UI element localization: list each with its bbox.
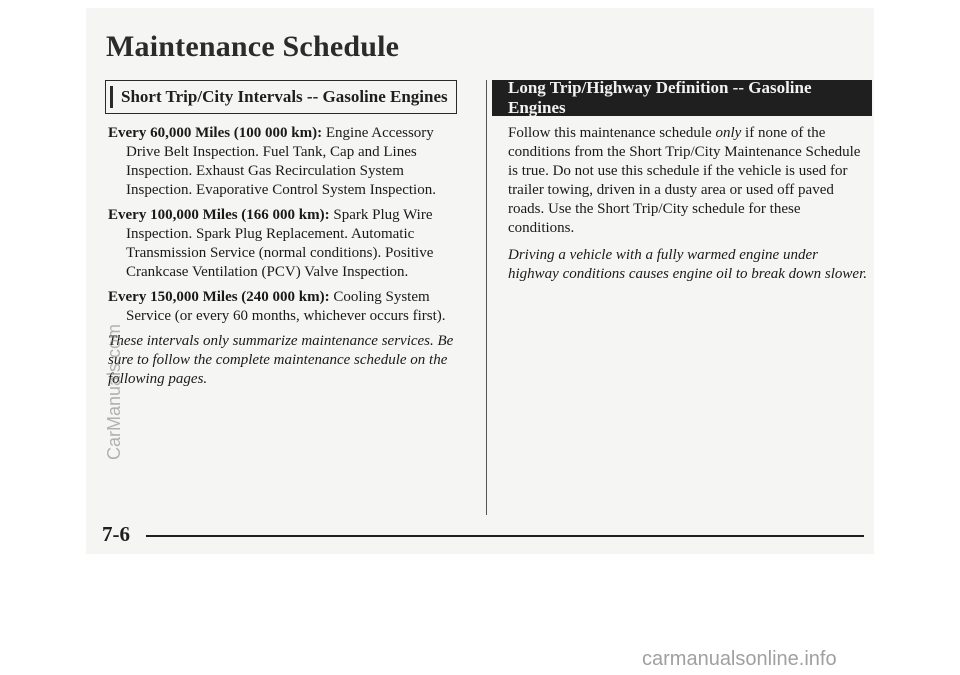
- footer-rule: [146, 535, 864, 537]
- highway-note: Driving a vehicle with a fully warmed engine under highway conditions causes engine oil to break down slower.: [508, 247, 867, 282]
- paragraph-start: Follow this maintenance schedule: [508, 125, 716, 141]
- interval-entry-100000: [108, 206, 468, 282]
- page-title: Maintenance Schedule: [106, 30, 400, 63]
- interval-text: Spark Plug Wire Inspection. Spark Plug Replacement. Automatic Transmission Service (normal conditions). Positive Crankcase Ventilation (PCV) Valve Inspection.: [126, 207, 434, 280]
- short-trip-column: [108, 124, 468, 389]
- summary-note: These intervals only summarize maintenance services. Be sure to follow the complete maintenance schedule on the following pages.: [108, 333, 454, 387]
- interval-text: Engine Accessory Drive Belt Inspection. Fuel Tank, Cap and Lines Inspection. Exhaust Gas Recirculation System Inspection. Evaporative Control System Inspection.: [126, 125, 436, 198]
- short-trip-header-text: Short Trip/City Intervals -- Gasoline Engines: [121, 87, 448, 106]
- long-trip-paragraph: [508, 124, 868, 238]
- interval-entry-150000: [108, 288, 468, 326]
- column-divider: [486, 80, 487, 515]
- paragraph-emphasis: only: [715, 125, 742, 141]
- short-trip-section-header: [105, 80, 457, 114]
- long-trip-column: [508, 124, 868, 292]
- interval-entry-60000: [108, 124, 468, 200]
- bottom-watermark: carmanualsonline.info: [642, 648, 837, 670]
- interval-label: Every 100,000 Miles (166 000 km):: [108, 207, 330, 223]
- side-watermark: CarManuals.com: [104, 323, 124, 460]
- page-number: 7-6: [102, 522, 130, 546]
- interval-label: Every 60,000 Miles (100 000 km):: [108, 125, 323, 141]
- long-trip-section-header: Long Trip/Highway Definition -- Gasoline Engines: [492, 80, 872, 116]
- paragraph-end: if none of the conditions from the Short Trip/City Maintenance Schedule is true. Do not use this schedule if the vehicle is used for trailer towing, driven in a dusty area or used off paved roads. Use the Short Trip/City schedule for these conditions.: [508, 125, 861, 236]
- interval-label: Every 150,000 Miles (240 000 km):: [108, 289, 330, 305]
- interval-text: Cooling System Service (or every 60 months, whichever occurs first).: [126, 289, 446, 324]
- header-bar-decoration: [110, 86, 113, 108]
